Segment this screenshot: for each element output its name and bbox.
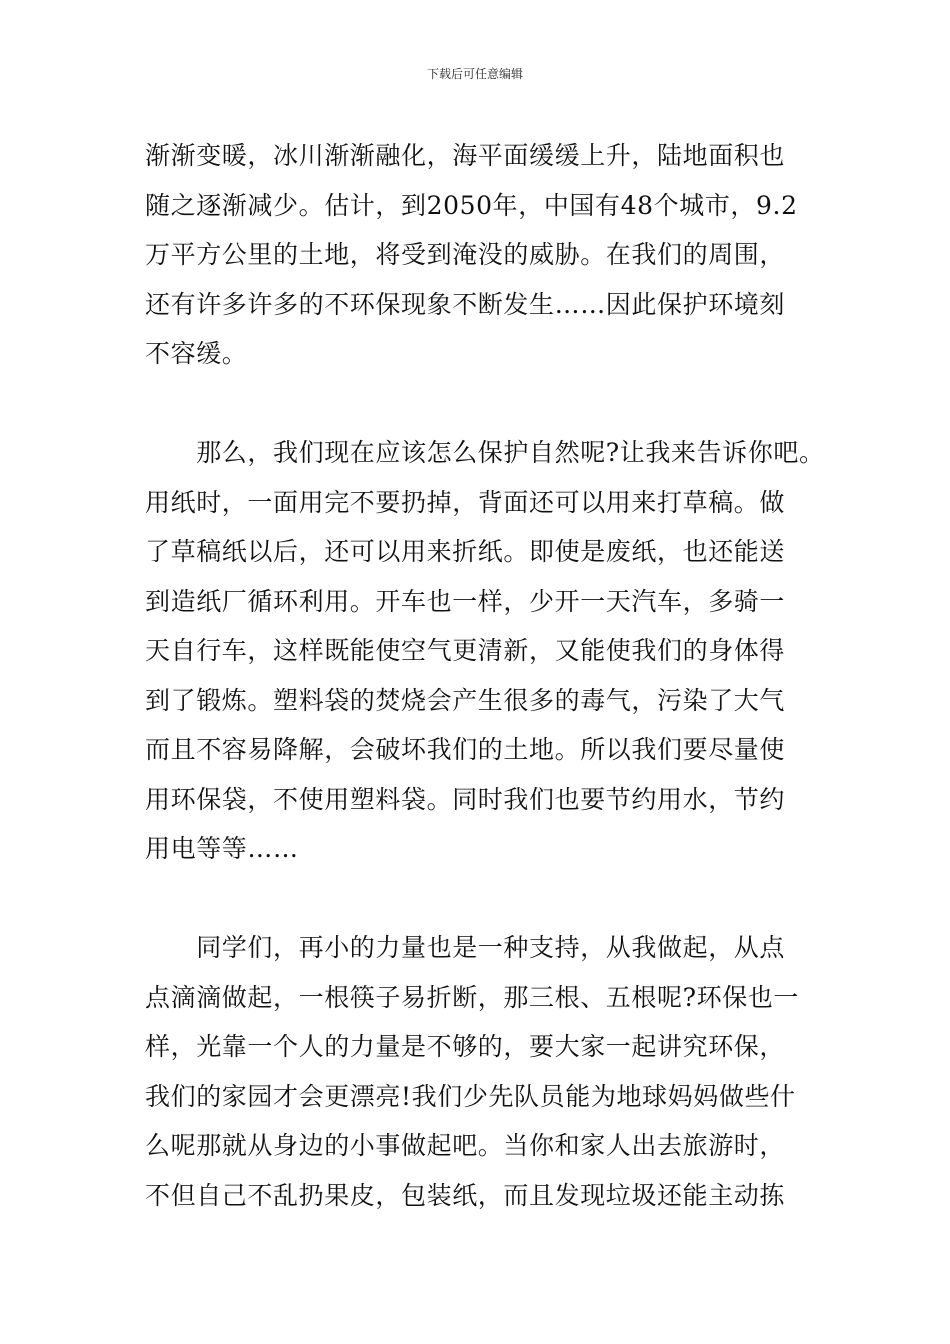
text-line: 样，光靠一个人的力量是不够的，要大家一起讲究环保， xyxy=(145,1032,786,1061)
paragraph-gap xyxy=(145,874,825,924)
text-line: 同学们，再小的力量也是一种支持，从我做起，从点 xyxy=(145,933,786,962)
paragraph-1 xyxy=(145,131,825,379)
text-line: 那么，我们现在应该怎么保护自然呢?让我来告诉你吧。 xyxy=(145,438,825,467)
text-line: 我们的家园才会更漂亮!我们少先队员能为地球妈妈做些什 xyxy=(145,1081,796,1111)
document-body xyxy=(145,131,825,1220)
page-header: 下载后可任意编辑 xyxy=(426,67,523,81)
text-line: 而且不容易降解，会破坏我们的土地。所以我们要尽量使 xyxy=(145,735,786,764)
text-line: 么呢那就从身边的小事做起吧。当你和家人出去旅游时， xyxy=(145,1131,786,1160)
text-line: 渐渐变暖，冰川渐渐融化，海平面缓缓上升，陆地面积也 xyxy=(145,141,786,170)
text-line: 了草稿纸以后，还可以用来折纸。即使是废纸，也还能送 xyxy=(145,537,786,566)
text-line: 不容缓。 xyxy=(145,339,248,368)
text-line: 还有许多许多的不环保现象不断发生……因此保护环境刻 xyxy=(145,289,786,319)
paragraph-3 xyxy=(145,923,825,1220)
paragraph-2 xyxy=(145,428,825,874)
text-line: 不但自己不乱扔果皮，包装纸，而且发现垃圾还能主动拣 xyxy=(145,1180,786,1210)
text-line: 到了锻炼。塑料袋的焚烧会产生很多的毒气，污染了大气 xyxy=(145,685,786,715)
text-line: 天自行车，这样既能使空气更清新，又能使我们的身体得 xyxy=(145,636,786,665)
text-line: 用环保袋，不使用塑料袋。同时我们也要节约用水，节约 xyxy=(145,784,786,814)
paragraph-gap xyxy=(145,379,825,429)
text-line: 万平方公里的土地，将受到淹没的威胁。在我们的周围， xyxy=(145,240,786,269)
text-line: 到造纸厂循环利用。开车也一样，少开一天汽车，多骑一 xyxy=(145,586,786,616)
text-line: 点滴滴做起，一根筷子易折断，那三根、五根呢?环保也一 xyxy=(145,982,800,1012)
text-line: 用电等等…… xyxy=(145,834,299,863)
text-line: 随之逐渐减少。估计，到2050年，中国有48个城市，9.2 xyxy=(145,190,798,220)
text-line: 用纸时，一面用完不要扔掉，背面还可以用来打草稿。做 xyxy=(145,487,786,517)
